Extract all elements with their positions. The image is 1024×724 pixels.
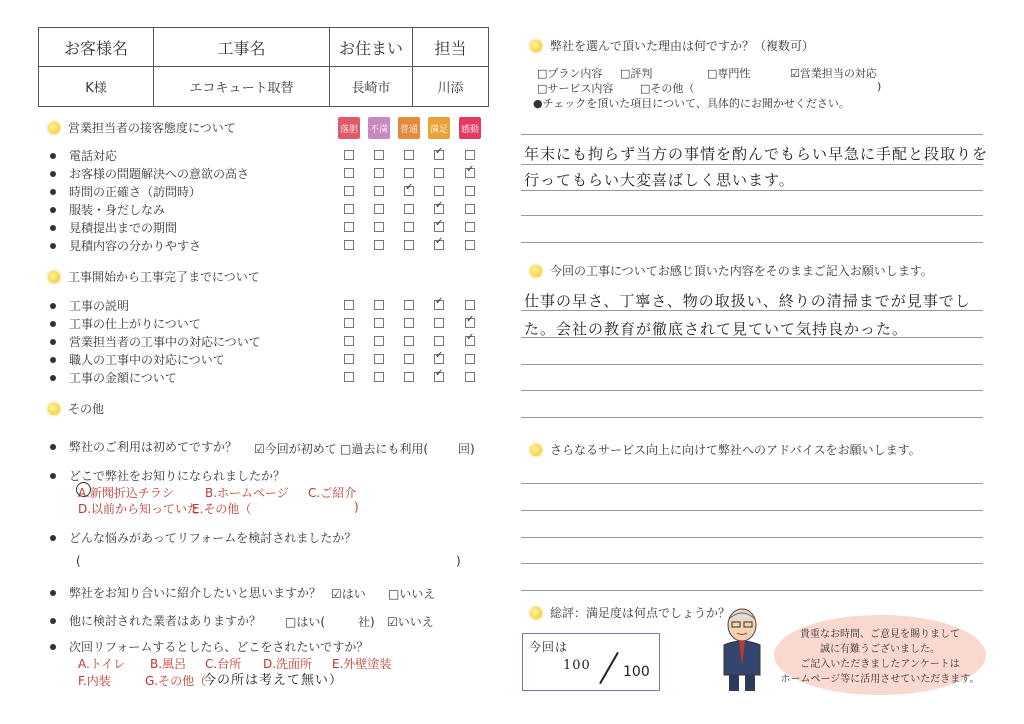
rating-checkbox[interactable] xyxy=(465,150,475,160)
rating-checkbox[interactable] xyxy=(404,168,414,178)
lightbulb-icon xyxy=(48,403,60,415)
q2-option-c[interactable]: C.ご紹介 xyxy=(308,486,357,500)
reason-option[interactable]: □サービス内容 xyxy=(537,82,614,95)
rating-checkbox[interactable] xyxy=(344,204,354,214)
rating-checkbox[interactable] xyxy=(434,186,444,196)
rating-checkbox[interactable] xyxy=(374,168,384,178)
header-work-name: 工事名 xyxy=(154,28,330,67)
section2-title: 工事開始から工事完了までについて xyxy=(48,268,260,285)
q1-option-first[interactable]: ☑今回が初めて xyxy=(254,442,337,456)
q2-option-b[interactable]: B.ホームページ xyxy=(205,486,289,500)
divider xyxy=(521,563,983,564)
rating-row xyxy=(50,201,165,218)
rating-checkbox[interactable] xyxy=(404,204,414,214)
rating-checkbox[interactable] xyxy=(374,240,384,250)
score-title: 総評：満足度は何点でしょうか？ xyxy=(530,604,730,621)
q6-option[interactable]: A.トイレ xyxy=(78,657,126,671)
reason-option[interactable]: □評判 xyxy=(620,67,653,80)
value-work-name: エコキュート取替 xyxy=(154,67,330,107)
rating-checkbox[interactable] xyxy=(344,318,354,328)
rating-checkbox[interactable] xyxy=(465,372,475,382)
rating-checkbox[interactable] xyxy=(465,354,475,364)
q6-option[interactable]: D.洗面所 xyxy=(263,657,313,671)
rating-row xyxy=(50,351,225,368)
rating-label: 不満 xyxy=(368,117,390,139)
q5-option-yes[interactable]: □はい( xyxy=(285,615,326,629)
rating-row xyxy=(50,369,177,386)
rating-checkbox[interactable] xyxy=(374,204,384,214)
q2-option-d[interactable]: D.以前から知っていた xyxy=(78,502,200,516)
rating-checkbox[interactable] xyxy=(344,222,354,232)
mascot-illustration xyxy=(712,605,772,693)
lightbulb-icon xyxy=(48,122,60,134)
q2-option-e[interactable]: E.その他（ xyxy=(192,502,252,516)
customer-table xyxy=(38,27,489,107)
q6-option-g[interactable]: G.その他（ xyxy=(145,674,207,688)
q2-option-e-close: ) xyxy=(354,500,359,514)
score-value: 100 xyxy=(563,658,591,673)
rating-checkbox[interactable] xyxy=(434,240,444,250)
thanks-line: 貴重なお時間、ご意見を賜りまして xyxy=(800,629,960,640)
circle-mark xyxy=(76,482,91,497)
rating-checkbox[interactable] xyxy=(404,336,414,346)
rating-checkbox[interactable] xyxy=(465,186,475,196)
divider xyxy=(521,510,983,511)
rating-row-label: 見積提出までの期間 xyxy=(69,221,178,235)
rating-checkbox[interactable] xyxy=(465,336,475,346)
rating-checkbox[interactable] xyxy=(404,222,414,232)
q6-handwritten: 今の所は考えて無い） xyxy=(203,673,344,688)
rating-checkbox[interactable] xyxy=(404,318,414,328)
q-first-time: 弊社のご利用は初めてですか？ xyxy=(50,438,237,455)
reason-note: ●チェックを頂いた項目について、具体的にお聞かせください。 xyxy=(533,97,850,110)
rating-row-label: お客様の問題解決への意欲の高さ xyxy=(69,167,250,181)
rating-checkbox[interactable] xyxy=(404,240,414,250)
rating-checkbox[interactable] xyxy=(465,204,475,214)
rating-checkbox[interactable] xyxy=(344,354,354,364)
thanks-line: 誠に有難うございました。 xyxy=(820,644,940,655)
rating-checkbox[interactable] xyxy=(434,168,444,178)
rating-row xyxy=(50,315,201,332)
reason-option[interactable]: □その他（ xyxy=(640,82,695,95)
reason-title: 弊社を選んで頂いた理由は何ですか？（複数可） xyxy=(530,37,814,54)
value-staff: 川添 xyxy=(413,67,489,107)
score-box xyxy=(522,633,660,691)
rating-checkbox[interactable] xyxy=(434,354,444,364)
divider xyxy=(521,483,983,484)
rating-row xyxy=(50,219,177,236)
section3-title: その他 xyxy=(48,400,104,417)
divider xyxy=(521,134,983,135)
section1-title: 営業担当者の接客態度について xyxy=(48,119,236,136)
q4-option-yes[interactable]: ☑はい xyxy=(331,587,366,601)
reason-option: ) xyxy=(877,80,882,93)
rating-checkbox[interactable] xyxy=(344,372,354,382)
rating-checkbox[interactable] xyxy=(404,186,414,196)
lightbulb-icon xyxy=(48,271,60,283)
rating-row-label: 工事の金額について xyxy=(69,371,177,385)
divider xyxy=(521,537,983,538)
rating-row-label: 時間の正確さ（訪問時） xyxy=(69,185,202,199)
reason-handwritten-line2: 行ってもらい大変喜ばしく思います。 xyxy=(524,171,795,189)
rating-checkbox[interactable] xyxy=(465,300,475,310)
slash-mark xyxy=(599,652,619,684)
lightbulb-icon xyxy=(530,40,542,52)
divider xyxy=(521,164,983,165)
divider xyxy=(521,417,983,418)
rating-checkbox[interactable] xyxy=(465,240,475,250)
rating-checkbox[interactable] xyxy=(434,336,444,346)
rating-checkbox[interactable] xyxy=(374,222,384,232)
rating-checkbox[interactable] xyxy=(434,222,444,232)
score-max: 100 xyxy=(623,664,650,680)
rating-checkbox[interactable] xyxy=(434,372,444,382)
rating-checkbox[interactable] xyxy=(374,336,384,346)
q-how-known: どこで弊社をお知りになられましたか？ xyxy=(50,467,285,484)
rating-checkbox[interactable] xyxy=(465,222,475,232)
rating-checkbox[interactable] xyxy=(374,186,384,196)
rating-checkbox[interactable] xyxy=(465,168,475,178)
rating-label: 感動 xyxy=(459,117,481,139)
q-other-vendors: 他に検討された業者はありますか？ xyxy=(50,612,261,629)
q1-option-count: 回) xyxy=(458,442,475,456)
rating-checkbox[interactable] xyxy=(434,204,444,214)
q-recommend: 弊社をお知り合いに紹介したいと思いますか？ xyxy=(50,584,321,601)
q6-option-f[interactable]: F.内装 xyxy=(78,674,111,688)
impression-title: 今回の工事についてお感じ頂いた内容をそのままご記入お願いします。 xyxy=(530,262,933,279)
reason-option[interactable]: ☑営業担当の対応 xyxy=(790,67,877,80)
q4-option-no[interactable]: □いいえ xyxy=(388,587,436,601)
rating-row xyxy=(50,183,201,200)
rating-label: 普通 xyxy=(398,117,420,139)
rating-checkbox[interactable] xyxy=(434,318,444,328)
value-customer-name: K様 xyxy=(39,67,154,107)
score-label: 今回は xyxy=(529,640,569,654)
rating-checkbox[interactable] xyxy=(434,150,444,160)
q3-close-paren: ) xyxy=(456,554,461,568)
rating-checkbox[interactable] xyxy=(344,168,354,178)
rating-checkbox[interactable] xyxy=(374,354,384,364)
header-residence: お住まい xyxy=(330,28,413,67)
thanks-line: ホームページ等に活用させていただきます。 xyxy=(780,674,980,685)
rating-row xyxy=(50,237,201,254)
rating-row-label: 服装・身だしなみ xyxy=(69,203,166,217)
value-residence: 長崎市 xyxy=(330,67,413,107)
thanks-line: ご記入いただきましたアンケートは xyxy=(800,659,960,670)
q6-option[interactable]: C.台所 xyxy=(205,657,242,671)
lightbulb-icon xyxy=(530,607,542,619)
q1-option-past[interactable]: □過去にも利用( xyxy=(340,442,429,456)
rating-checkbox[interactable] xyxy=(374,300,384,310)
q-next-reform: 次回リフォームするとしたら、どこをされたいですか？ xyxy=(50,638,368,655)
divider xyxy=(521,364,983,365)
lightbulb-icon xyxy=(530,444,542,456)
rating-row-label: 工事の仕上がりについて xyxy=(69,317,201,331)
rating-checkbox[interactable] xyxy=(374,372,384,382)
rating-row xyxy=(50,147,117,164)
q3-open-paren: ( xyxy=(76,554,81,568)
rating-checkbox[interactable] xyxy=(374,318,384,328)
rating-label: 落胆 xyxy=(338,117,360,139)
rating-row-label: 営業担当者の工事中の対応について xyxy=(69,335,261,349)
reason-option[interactable]: □プラン内容 xyxy=(537,67,603,80)
rating-row xyxy=(50,165,249,182)
q2-option-a[interactable]: A.新聞折込チラシ xyxy=(78,486,174,500)
divider xyxy=(521,215,983,216)
rating-row-label: 電話対応 xyxy=(69,149,118,163)
rating-checkbox[interactable] xyxy=(404,300,414,310)
rating-checkbox[interactable] xyxy=(404,354,414,364)
rating-row-label: 見積内容の分かりやすさ xyxy=(69,239,202,253)
impression-handwritten-line2: た。会社の教育が徹底されて見ていて気持良かった。 xyxy=(524,320,909,338)
rating-row xyxy=(50,297,129,314)
q5-option-no[interactable]: ☑いいえ xyxy=(387,615,434,629)
rating-checkbox[interactable] xyxy=(344,240,354,250)
reason-option[interactable]: □専門性 xyxy=(707,67,751,80)
header-customer-name: お客様名 xyxy=(39,28,154,67)
rating-checkbox[interactable] xyxy=(344,336,354,346)
header-staff: 担当 xyxy=(413,28,489,67)
rating-checkbox[interactable] xyxy=(465,318,475,328)
rating-row xyxy=(50,333,261,350)
impression-handwritten-line1: 仕事の早さ、丁寧さ、物の取扱い、終りの清掃までが見事でし xyxy=(524,292,971,310)
lightbulb-icon xyxy=(530,265,542,277)
rating-checkbox[interactable] xyxy=(344,186,354,196)
rating-checkbox[interactable] xyxy=(344,150,354,160)
rating-row-label: 職人の工事中の対応について xyxy=(69,353,225,367)
rating-checkbox[interactable] xyxy=(434,300,444,310)
rating-checkbox[interactable] xyxy=(404,372,414,382)
divider xyxy=(521,590,983,591)
q-concern: どんな悩みがあってリフォームを検討されましたか？ xyxy=(50,529,356,546)
advice-title: さらなるサービス向上に向けて弊社へのアドバイスをお願いします。 xyxy=(530,441,921,458)
q5-companies: 社) xyxy=(358,615,375,629)
q6-option[interactable]: E.外壁塗装 xyxy=(332,657,392,671)
divider xyxy=(521,242,983,243)
q6-option[interactable]: B.風呂 xyxy=(150,657,187,671)
rating-checkbox[interactable] xyxy=(344,300,354,310)
divider xyxy=(521,190,983,191)
divider xyxy=(521,390,983,391)
rating-row-label: 工事の説明 xyxy=(69,299,130,313)
rating-label: 満足 xyxy=(428,117,450,139)
rating-checkbox[interactable] xyxy=(374,150,384,160)
rating-checkbox[interactable] xyxy=(404,150,414,160)
thanks-text xyxy=(780,627,980,687)
reason-handwritten-line1: 年末にも拘らず当方の事情を酌んでもらい早急に手配と段取りを xyxy=(524,145,989,163)
